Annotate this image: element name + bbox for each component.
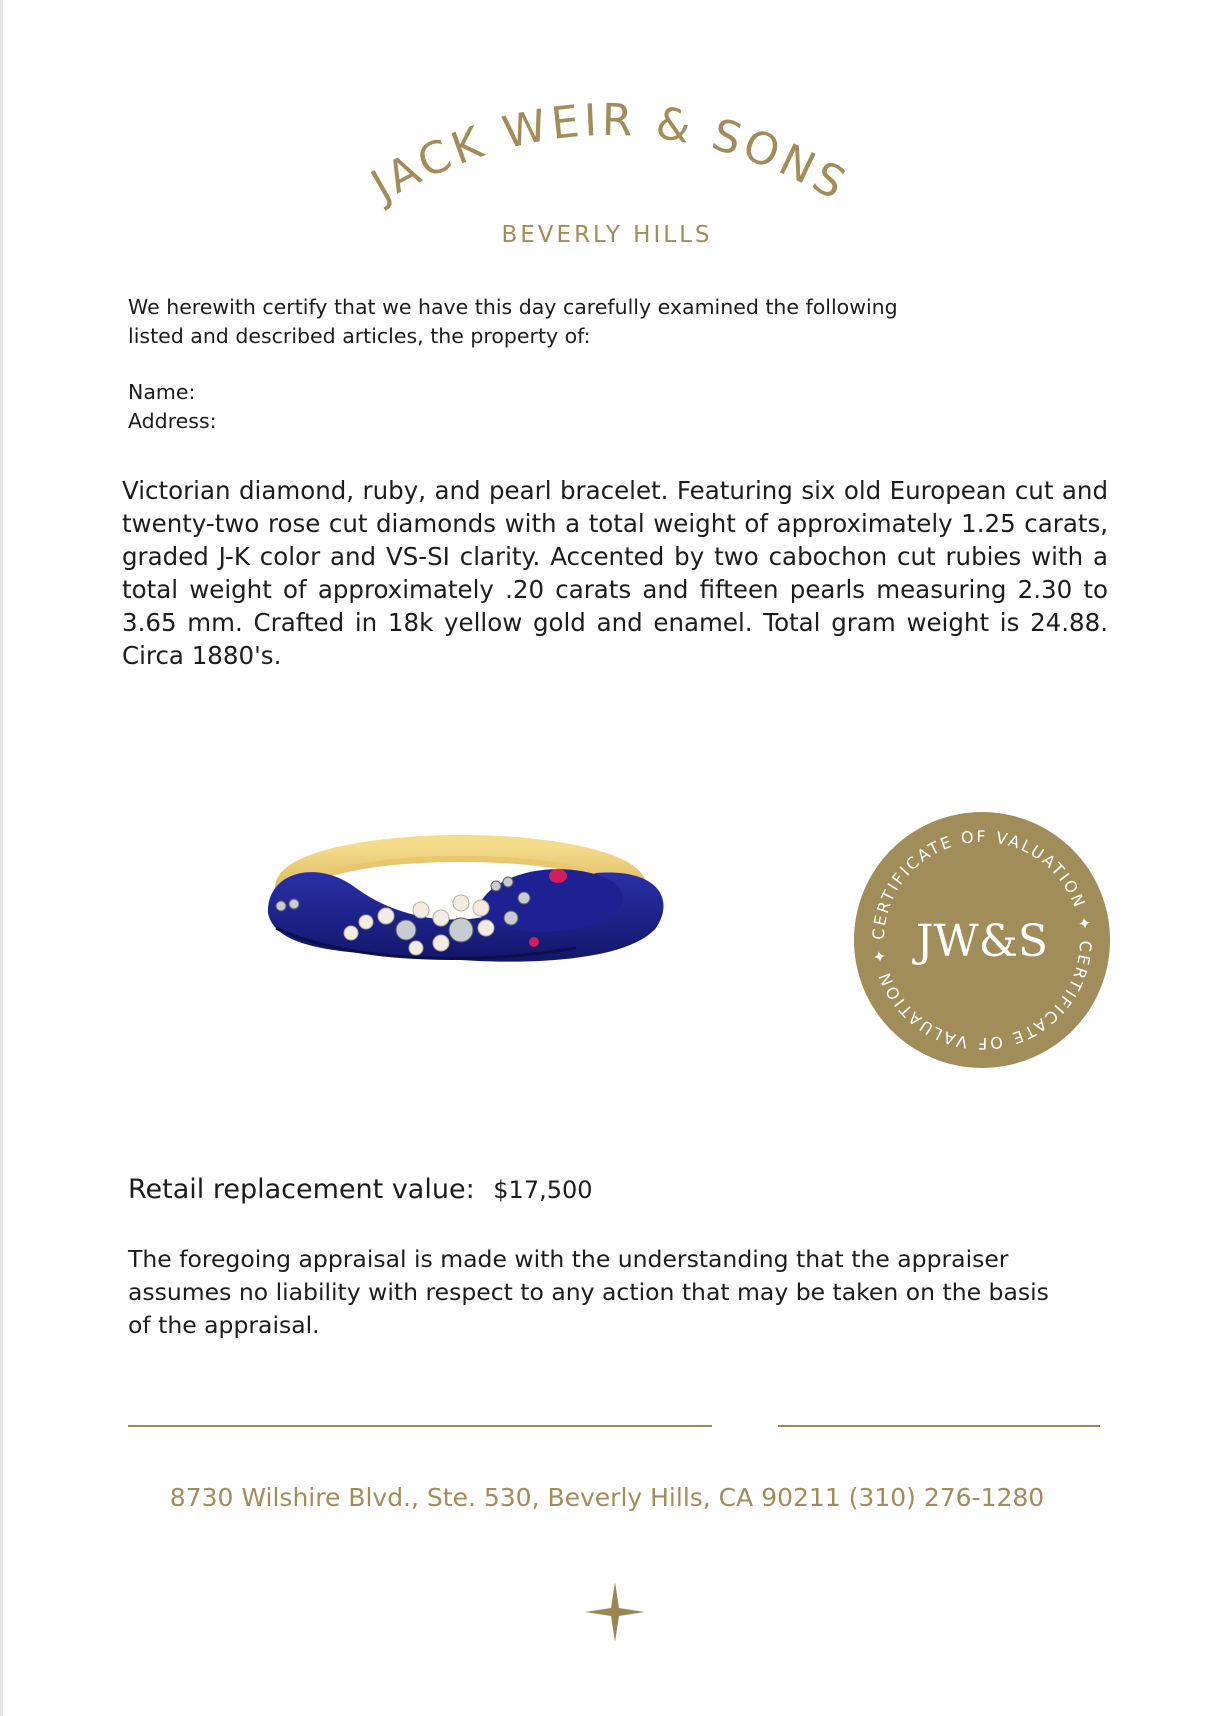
page-border (0, 0, 3, 1716)
date-line (778, 1425, 1100, 1427)
valuation-line (128, 1174, 593, 1205)
item-description: Victorian diamond, ruby, and pearl bracelet. Featuring six old European cut and twenty-two rose cut diamonds with a total weight of approximately 1.25 carats, graded J-K color and VS-SI clarity. Accented by two cabochon cut rubies with a total weight of approximately .20 carats and fifteen pearls measuring 2.30 to 3.65 mm. Crafted in 18k yellow gold and enamel. Total gram weight is 24.88. Circa 1880's. (122, 476, 1108, 670)
certificate-seal (852, 810, 1112, 1070)
svg-text:JACK WEIR & SONS (360, 95, 856, 213)
signature-line (128, 1425, 712, 1427)
seal-ring-text: CERTIFICATE OF VALUATION ✦ CERTIFICATE OF VALUATION ✦ (868, 826, 1096, 1054)
name-label: Name: (128, 380, 196, 404)
brand-location: BEVERLY HILLS (501, 222, 713, 248)
owner-fields (128, 378, 217, 436)
bracelet-image (256, 818, 676, 1018)
certification-intro: We herewith certify that we have this day carefully examined the following listed and described articles, the property of: (128, 295, 898, 348)
seal-monogram: JW&S (915, 916, 1049, 967)
appraisal-disclaimer: The foregoing appraisal is made with the understanding that the appraiser assumes no liability with respect to any action that may be taken on the basis of the appraisal. (128, 1245, 1049, 1339)
footer-address: 8730 Wilshire Blvd., Ste. 530, Beverly Hills, CA 90211 (310) 276-1280 (169, 1483, 1045, 1512)
brand-logo (320, 80, 900, 240)
star-ornament-icon (585, 1582, 645, 1642)
address-label: Address: (128, 409, 217, 433)
valuation-amount: $17,500 (493, 1176, 593, 1204)
brand-name: JACK WEIR & SONS (362, 94, 857, 212)
valuation-label: Retail replacement value: (128, 1174, 475, 1205)
